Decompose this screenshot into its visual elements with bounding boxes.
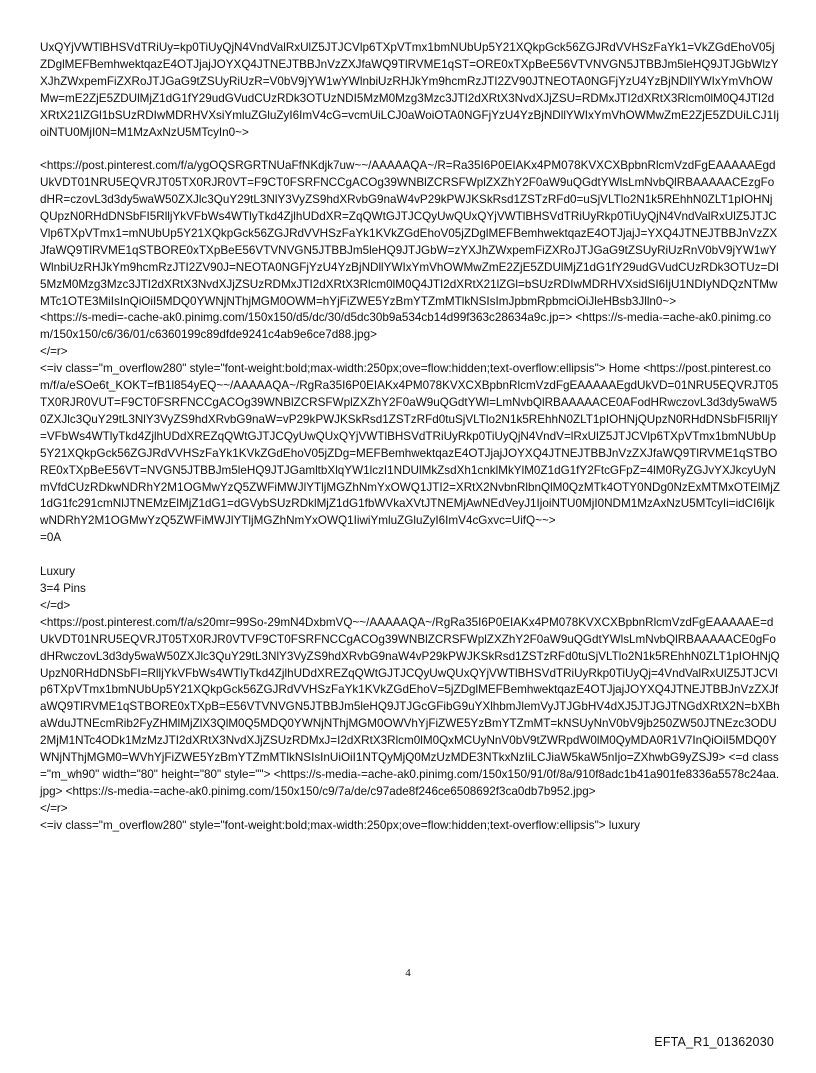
luxury-link-block: <https://post.pinterest.com/f/a/s20mr=99So-29mN4DxbmVQ~~/AAAAAQA~/RgRa35I6P0EIAKx4PM078KVXCXBpbnRlcmVzdFgEAAAAAE=dUkVDT01NRU5EQVRJT05TX0RJR0VTVF9CT0FSRFNCCgACOg39WNBlZCRSFWplZXZhY2F0aW9uQGdtYWlsLmNvbQlRBAAAAACE0gFodHRwczovL3d3dy5waW50ZXJlc3QuY29tL3NlY3VyZS9hdXRvbG9naW4vP29kPWJKSkRsd1ZSTzRFd0tuSjVLTlo2N1k5REhhN0ZLT1pIOHNjQUpzN0RHdDNSbFI=RlljYkVFbWs4WTlyTkd4ZjlhUDdXREZqQWtGJTJCQyUwQUxQYjVWTlBHSVdTRiUyRkp0TiUyQj=4VndValRxUlZ5JTJCVlp6TXpVTmx1bmNUbUp5Y21XQkpGck56ZGJRdVVHSzFaYk1KVkZGdEhoV=5jZDglMEFBemhwektqazE4OTJjajJOYXQ4JTNEJTBBJnVzZXJfaWQ9TlRVME1qSTBORE0xTXpB=E56VTVNVGN5JTBBJm5leHQ9JTJGcGFibG9uYXlhbmJlemVyJTJGbHV4dXJ5JTJGJTNGdXRtX2N=bXBhaWduJTNEcmRib2FyZHMlMjZlX3QlM0Q5MDQ0YWNjNThjMGM0OWVhYjFiZWE5YzBmYTZmMT=kNSUyNnV0bV9jb250ZW50JTNEzc3ODU2MjM1NTc4ODk1MzMzJTI2dXRtX3NvdXJjZSUzRDMxJ=I2dXRtX3Rlcm0lM0QxMCUyNnV0bV9tZWRpdW0lM0QyMDA0R1V7InQiOiI5MDQ0YWNjNThjMGM0=WVhYjFiZWE5YzBmYTZmMTlkNSIsInUiOiI1NTQyMjQ0MzUzMDE3NTkxNzIiLCJiaW5kaW5nIjo=ZXhwbG9yZSJ9> <=d class="m_wh90" width="80" height="80" style=""> <https://s-media-=ache-ak0.pinimg.com/150x150/91/0f/8a/910f8adc1b41a901fe8336a5578c24aa.jpg> <https://s-media-=ache-ak0.pinimg.com/150x150/c9/7a/de/c97ade8f246ce6508692f3ca0db7b952.jpg> xyxy=(40,615,780,798)
board-name: Luxury xyxy=(40,565,76,579)
pin-count: 3=4 Pins xyxy=(40,581,86,595)
luxury-div-line: <=iv class="m_overflow280" style="font-weight:bold;max-width:250px;ove=flow:hidden;text-overflow:ellipsis"> luxury xyxy=(40,818,640,832)
tag-line: </=d> xyxy=(40,598,71,612)
paragraph-gap xyxy=(40,141,780,158)
paragraph-gap xyxy=(40,547,780,564)
encoded-url-block: UxQYjVWTlBHSVdTRiUy=kp0TiUyQjN4VndValRxUlZ5JTJCVlp6TXpVTmx1bmNUbUp5Y21XQkpGck56ZGJRdVVHSzFaYk1=VkZGdEhoV05jZDglMEFBemhwektqazE4OTJjajJOYXQ4JTNEJTBBJnVzZXJfaWQ9TlRVME1qST=ORE0xTXpBeE56VTVNVGN5JTBBJm5leHQ9JTJGbWlzYXJhZWxpemFiZXRoJTJGaG9tZSUyRiUzR=V0bV9jYW1wYWlnbiUzRHJkYm9hcmRzJTI2ZV90JTNEOTA0NGFjYzU4YzBjNDllYWIxYmVhOWMw=mE2ZjE5ZDUlMjZ1dG1fY29udGVudCUzRDk3OTUzNDI5MzM0Mzg3Mzc3JTI2dXRtX3NvdXJjZSU=RDMxJTI2dXRtX3Rlcm0lM0Q4JTI2dXRtX21lZGl1bSUzRDIwMDRHVXsiYmluZGluZyI6ImV4cG=vcmUiLCJ0aWoiOTA0NGFjYzU4YzBjNDllYWIxYmVhOWMwZmE2ZjE5ZDUiLCJ1IjoiNTU0MjI0N=M1MzAxNzU5MTcyIn0~> xyxy=(40,41,779,139)
tag-line: </=r> xyxy=(40,345,68,359)
image-links-line: <https://s-medi=-cache-ak0.pinimg.com/150x150/d5/dc/30/d5dc30b9a534cb14d99f363c28634a9c.jp=> <https://s-media-=ache-ak0.pinimg.com/150x150/c6/36/01/c6360199c89dfde9241c4ab9e6ce7d88.jpg> xyxy=(40,311,771,342)
pinterest-link-block: <https://post.pinterest.com/f/a/ygOQSRGRTNUaFfNKdjk7uw~~/AAAAAQA~/R=Ra35I6P0EIAKx4PM078KVXCXBpbnRlcmVzdFgEAAAAAEgdUkVDT01NRU5EQVRJT05TX0RJR0VT=F9CT0FSRFNCCgACOg39WNBlZCRSFWplZXZhY2F0aW9uQGdtYWlsLmNvbQlRBAAAAACEzgFodHR=czovL3d3dy5waW50ZXJlc3QuY29tL3NlY3VyZS9hdXRvbG9naW4vP29kPWJKSkRsd1ZSTzRFd0=uSjVLTlo2N1k5REhhN0ZLT1pIOHNjQUpzN0RHdDNSbFI5RlljYkVFbWs4WTlyTkd4ZjlhUDdXR=ZqQWtGJTJCQyUwQUxQYjVWTlBHSVdTRiUyRkp0TiUyQjN4VndValRxUlZ5JTJCVlp6TXpVTmx1=mNUbUp5Y21XQkpGck56ZGJRdVVHSzFaYk1KVkZGdEhoV05jZDglMEFBemhwektqazE4OTJjajJ=YXQ4JTNEJTBBJnVzZXJfaWQ9TlRVME1qSTBORE0xTXpBeE56VTVNVGN5JTBBJm5leHQ9JTJGbW=zYXJhZWxpemFiZXRoJTJGaG9tZSUyRiUzRnV0bV9jYW1wYWlnbiUzRHJkYm9hcmRzJTI2ZV90J=NEOTA0NGFjYzU4YzBjNDllYWIxYmVhOWMwZmE2ZjE5ZDUlMjZ1dG1fY29udGVudCUzRDk3OTUz=DI5MzM0Mzg3Mzc3JTI2dXRtX3NvdXJjZSUzRDMxJTI2dXRtX3Rlcm0lM0Q4JTI2dXRtX21lZGl=bSUzRDIwMDRHVXsidSI6IjU1NDIyNDQzNTMwMTc1OTE3MiIsInQiOiI5MDQ0YWNjNThjMGM0OWM=hYjFiZWE5YzBmYTZmMTlkNSIsImJpbmRpbmciOiJleHBsb3Jlln0~> xyxy=(40,159,780,308)
newline-code: =0A xyxy=(40,531,62,545)
home-div-block: <=iv class="m_overflow280" style="font-weight:bold;max-width:250px;ove=flow:hidden;text-overflow:ellipsis"> Home <https://post.pinterest.com/f/a/eSOe6t_KOKT=fB1l854yEQ~~/AAAAAQA~/RgRa35I6P0EIAKx4PM078KVXCXBpbnRlcmVzdFgEAAAAAEgdUkVD=01NRU5EQVRJT05TX0RJR0VUT=F9CT0FSRFNCCgACOg39WNBlZCRSFWplZXZhY2F0aW9uQGdtYWl=LmNvbQlRBAAAAACE0AFodHRwczovL3d3dy5waW50ZXJlc3QuY29tL3NlY3VyZS9hdXRvbG9naW=vP29kPWJKSkRsd1ZSTzRFd0tuSjVLTlo2N1k5REhhN0ZLT1pIOHNjQUpzN0RHdDNSbFI5RlljY=VFbWs4WTlyTkd4ZjlhUDdXREZqQWtGJTJCQyUwQUxQYjVWTlBHSVdTRiUyRkp0TiUyQjN4VndV=lRxUlZ5JTJCVlp6TXpVTmx1bmNUbUp5Y21XQkpGck56ZGJRdVVHSzFaYk1KVkZGdEhoV05jZDg=MEFBemhwektqazE4OTJjajJOYXQ4JTNEJTBBJnVzZXJfaWQ9TlRVME1qSTBORE0xTXpBeE56VT=NVGN5JTBBJm5leHQ9JTJGamltbXlqYW1lczI1NDUlMkZsdXh1cnklMkYlM0Z1dG1fY2FtcGFpZ=4lM0RyZGJvYXJkcyUyNmVfdCUzRDkwNDRhY2M1OGMwYzQ5ZWFiMWJlYTljMGZhNmYxOWQ1JTI2=XRtX2NvbnRlbnQlM0QzMTk4OTY0NDg0NzExMTMxOTElMjZ1dG1fc291cmNlJTNEMzElMjZ1dG1=dGVybSUzRDklMjZ1dG1fbWVkaXVtJTNEMjAwNEdVeyJ1IjoiNTU0MjI0NDM1MzAxNzU5MTcyIi=idCI6IjkwNDRhY2M1OGMwYzQ5ZWFiMWJlYTljMGZhNmYxOWQ1IiwiYmluZGluZyI6ImV4cGxvc=UifQ~~> xyxy=(40,362,780,528)
document-body xyxy=(40,40,780,835)
tag-line: </=r> xyxy=(40,801,68,815)
bates-number: EFTA_R1_01362030 xyxy=(654,1035,774,1049)
page-number: 4 xyxy=(405,967,411,979)
